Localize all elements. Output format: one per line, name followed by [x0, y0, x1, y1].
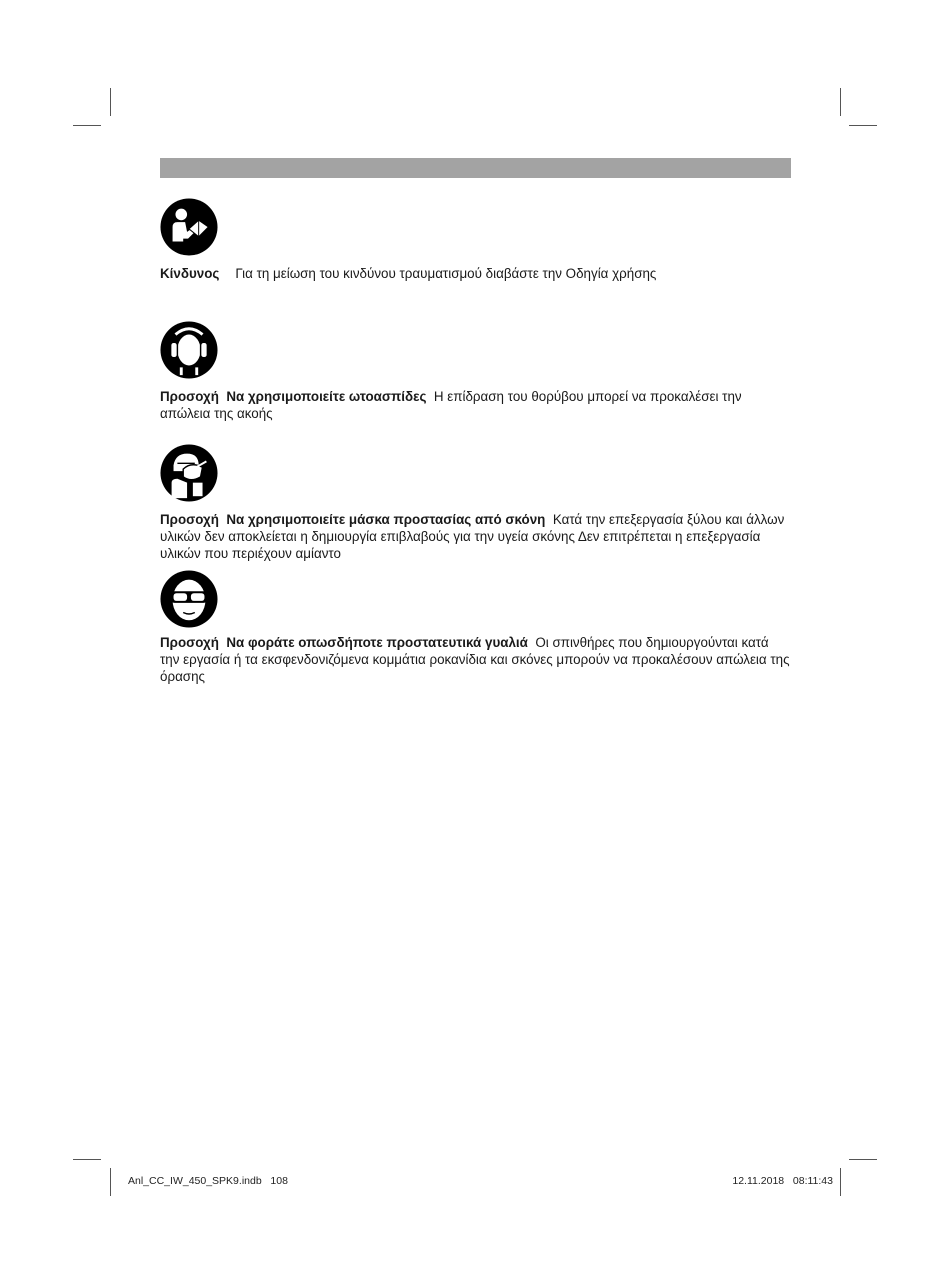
warning-safety-goggles	[160, 634, 790, 685]
dust-mask-icon	[160, 444, 218, 502]
section-header-bar	[160, 158, 791, 178]
crop-mark	[110, 1168, 111, 1196]
ear-protection-icon	[160, 321, 218, 379]
warning-text: Η επίδραση του θορύβου μπορεί να προκαλέσει την απώλεια της ακοής	[160, 389, 742, 421]
crop-mark	[849, 1159, 877, 1160]
warning-text: Για τη μείωση του κινδύνου τραυματισμού διαβάστε την Οδηγία χρήσης	[235, 266, 657, 281]
signal-word: Προσοχή	[160, 635, 219, 650]
warning-heading: Να χρησιμοποιείτε μάσκα προστασίας από σκόνη	[226, 512, 546, 527]
signal-word: Προσοχή	[160, 389, 219, 404]
signal-word: Κίνδυνος	[160, 266, 220, 281]
read-manual-icon	[160, 198, 218, 256]
footer-file-info: Anl_CC_IW_450_SPK9.indb 108	[128, 1175, 288, 1187]
warning-text: Κατά την επεξεργασία ξύλου και άλλων υλικών δεν αποκλείεται η δημιουργία επιβλαβούς για την υγεία σκόνης Δεν επιτρέπεται η επεξεργασία υλικών που περιέχουν αμίαντο	[160, 512, 785, 561]
warning-ear-protection	[160, 388, 790, 422]
crop-mark	[110, 88, 111, 116]
warning-dust-mask	[160, 511, 790, 562]
crop-mark	[840, 1168, 841, 1196]
warning-text: Οι σπινθήρες που δημιουργούνται κατά την εργασία ή τα εκσφενδονιζόμενα κομμάτια ροκανίδια και σκόνες μπορούν να προκαλέσουν απώλεια της όρασης	[160, 635, 790, 684]
signal-word: Προσοχή	[160, 512, 219, 527]
crop-mark	[840, 88, 841, 116]
crop-mark	[849, 125, 877, 126]
safety-goggles-icon	[160, 570, 218, 628]
footer-timestamp: 12.11.2018 08:11:43	[732, 1175, 833, 1187]
crop-mark	[73, 1159, 101, 1160]
crop-mark	[73, 125, 101, 126]
warning-heading: Να χρησιμοποιείτε ωτοασπίδες	[226, 389, 427, 404]
warning-read-manual	[160, 265, 790, 282]
warning-heading: Να φοράτε οπωσδήποτε προστατευτικά γυαλιά	[226, 635, 528, 650]
